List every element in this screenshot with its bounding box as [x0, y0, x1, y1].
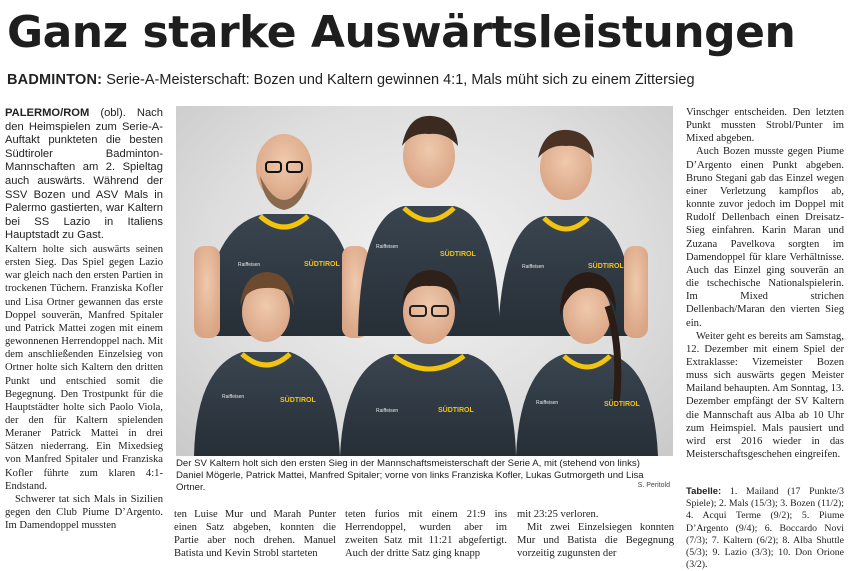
paragraph-text: ten Luise Mur und Marah Punter einen Satz abgeben, konnten die Partie aber noch drehen. Manuel Batista und Kevin Strobl starteten [174, 509, 336, 560]
article-column-6 [686, 106, 844, 484]
lead-text: (obl). Nach den Heimspielen zum Serie-A-Auftakt punkteten die besten Südtiroler Badminton-Mannschaften am 2. Spieltag auch auswärts. Während der SSV Bozen und ASV Mals in Palermo gastierten, war Kaltern bei SS Lazio in Italiens Hauptstadt zu Gast. [5, 107, 163, 242]
paragraph-text: mit 23:25 verloren. [517, 509, 599, 520]
sponsor-text: Raiffeisen [376, 408, 399, 414]
jersey-logo-text: SÜDTIROL [604, 401, 640, 408]
paragraph-text: teten furios mit einem 21:9 ins Herrendoppel, wurden aber im zweiten Satz mit 11:21 abgefertigt. Auch der dritte Satz ging knapp [345, 509, 507, 560]
paragraph-bozen: Auch Bozen musste gegen Piume D’Argento einen Punkt abgeben. Bruno Stegani gab das Einzel wegen einer Verletzung kampflos ab, konnte zuvor jedoch im Doppel mit Rudolf Dellenbach einen Dreisatz-Sieg einfahren. Karin Maran und Zuzana Pavelkova sorgten im Damendoppel für klare Verhältnisse. Auch das Einzel ging souverän an die tschechische Nationalspielerin. Im Mixed strichen Dellenbach/Maran den vierten Sieg ein. [686, 146, 844, 329]
headline: Ganz starke Auswärtsleistungen [7, 7, 796, 58]
subheadline [7, 71, 847, 89]
jersey-logo-text: SÜDTIROL [280, 397, 316, 404]
photo-caption: Der SV Kaltern holt sich den ersten Sieg in der Mannschaftsmeisterschaft der Serie A, mit (stehend von links) Daniel Mögerle, Patrick Mattei, Manfred Spitaler; vorne von links Franziska Kofler, Lukas Gutmorgeth und Lisa Ortner. [176, 458, 644, 494]
article-column-5 [517, 508, 674, 560]
sponsor-text: Raiffeisen [238, 262, 261, 268]
paragraph-mals-start: Schwerer tat sich Mals in Sizilien gegen den Club Piume D’Argento. Im Damendoppel mussten [5, 493, 163, 532]
section-kicker: BADMINTON: [7, 72, 103, 88]
sponsor-text: Raiffeisen [376, 244, 399, 250]
standings-text: 1. Mailand (17 Punkte/3 Spiele); 2. Mals (15/3); 3. Bozen (11/2); 4. Acqui Terme (9/2); 5. Piume D’Argento (9/4); 6. Boccardo Novi (7/3); 7. Kaltern (6/2); 8. Alba Shuttle (5/3); 9. Lazio (3/3); 10. Don Orione (3/2). [686, 486, 844, 571]
article-column-1 [5, 107, 163, 559]
standings-label: Tabelle: [686, 486, 722, 497]
article-column-3 [174, 508, 336, 560]
jersey-logo-text: SÜDTIROL [438, 407, 474, 414]
sponsor-text: Raiffeisen [222, 394, 245, 400]
sponsor-text: Raiffeisen [536, 400, 559, 406]
paragraph-text: Mit zwei Einzelsiegen konnten Mur und Batista die Begegnung vorzeitig zugunsten der [517, 522, 674, 560]
dateline: PALERMO/ROM [5, 107, 90, 119]
standings-table [686, 486, 844, 571]
lead-paragraph [5, 107, 163, 243]
jersey-logo-text: SÜDTIROL [304, 261, 340, 268]
paragraph-outlook: Weiter geht es bereits am Samstag, 12. Dezember mit einem Spiel der Extraklasse: Vizemeister Bozen muss sich auswärts gegen Meister Mailand behaupten. Am Sonntag, 13. Dezember empfängt der SV Kaltern die Mannschaft aus Alba ab 10 Uhr zum Heimspiel. Mals pausiert und wird erst 2016 wieder in das Meisterschaftsgeschehen eingreifen. [686, 330, 845, 461]
paragraph-text: Vinschger entscheiden. Den letzten Punkt mussten Strobl/Punter im Mixed abgeben. [686, 107, 844, 145]
subheadline-text: Serie-A-Meisterschaft: Bozen und Kaltern gewinnen 4:1, Mals müht sich zu einem Zittersieg [102, 72, 695, 88]
jersey-logo-text: SÜDTIROL [440, 251, 476, 258]
article-column-4 [345, 508, 507, 560]
team-photo [176, 106, 673, 456]
jersey-logo-text: SÜDTIROL [588, 263, 624, 270]
sponsor-text: Raiffeisen [522, 264, 545, 270]
paragraph-kaltern: Kaltern holte sich auswärts seinen ersten Sieg. Das Spiel gegen Lazio war gleich nach den ersten Partien in trockenen Tüchern. Franziska Kofler und Lisa Ortner gewannen das erste Doppel souverän, Manfred Spitaler und Patrick Mattei zogen mit einem gewonnenen Herrendoppel nach. Mit dem anschließenden Einzelsieg von Ortner holte sich Kaltern den dritten Punkt und entschied somit die Begegnung. Den Trostpunkt für die Hauptstädter holte sich Paolo Viola, der den für Kaltern spielenden Meraner Patrick Mattei in drei Sätzen niederrang. Ein Mixedsieg von Manfred Spitaler und Franziska Kofler führte zum klaren 4:1-Endstand. [5, 243, 163, 492]
photo-credit: S. Peritold [637, 482, 670, 489]
team-photo-illustration [176, 106, 673, 456]
